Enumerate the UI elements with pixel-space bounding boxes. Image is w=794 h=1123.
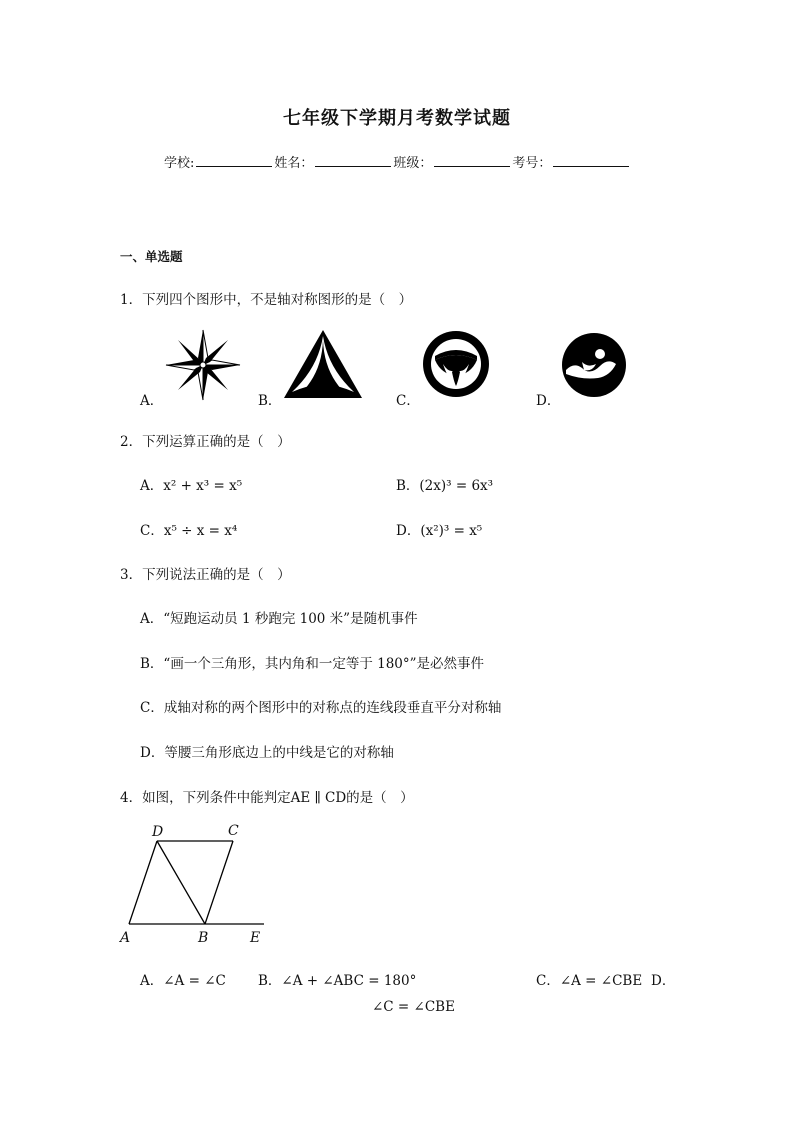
point-label-a: A: [120, 930, 131, 946]
exam-no-label: 考号：: [512, 156, 552, 171]
q2-option-b: B．(2x)³ = 6x³: [396, 478, 494, 494]
q2-option-d: D．(x²)³ = x⁵: [396, 523, 483, 539]
section-heading: 一、单选题: [120, 249, 183, 264]
school-label: 学校:: [164, 156, 195, 171]
q3-option-b: B．“画一个三角形，其内角和一定等于 180°”是必然事件: [140, 656, 485, 672]
point-label-e: E: [250, 930, 261, 946]
q1-option-a-label: A．: [140, 393, 164, 409]
geometry-figure: [116, 818, 276, 952]
q3-option-d: D．等腰三角形底边上的中线是它的对称轴: [140, 745, 394, 761]
circle-wave-logo-icon: [560, 332, 628, 402]
triangle-logo-icon: [282, 328, 364, 404]
question-2-stem: 2．下列运算正确的是（ ）: [120, 434, 291, 450]
point-label-c: C: [228, 823, 239, 839]
q2-option-c: C．x⁵ ÷ x = x⁴: [140, 523, 238, 539]
circle-lotus-logo-icon: [421, 330, 491, 402]
q4-option-d-expression: ∠C = ∠CBE: [372, 999, 455, 1015]
question-4-stem: 4．如图，下列条件中能判定AE ∥ CD的是（ ）: [120, 790, 414, 806]
q4-option-c: C．∠A = ∠CBE: [536, 973, 643, 989]
q3-option-a: A．“短跑运动员 1 秒跑完 100 米”是随机事件: [140, 611, 418, 627]
class-label: 班级：: [393, 156, 433, 171]
point-label-b: B: [198, 930, 209, 946]
q1-option-d-label: D．: [536, 393, 561, 409]
exam-no-blank: [553, 152, 629, 167]
q4-option-d-label: D．: [651, 973, 676, 989]
name-blank: [315, 152, 391, 167]
q4-option-b: B．∠A + ∠ABC = 180°: [258, 973, 417, 989]
compass-star-icon: [164, 328, 242, 406]
point-label-d: D: [152, 824, 164, 840]
q4-option-a: A．∠A = ∠C: [140, 973, 226, 989]
page-title: 七年级下学期月考数学试题: [283, 108, 511, 129]
q3-option-c: C．成轴对称的两个图形中的对称点的连线段垂直平分对称轴: [140, 700, 502, 716]
q1-option-c-label: C．: [396, 393, 420, 409]
question-3-stem: 3．下列说法正确的是（ ）: [120, 567, 291, 583]
question-1-stem: 1．下列四个图形中，不是轴对称图形的是（ ）: [120, 292, 413, 308]
class-blank: [434, 152, 510, 167]
q1-option-b-label: B．: [258, 393, 282, 409]
school-blank: [196, 152, 272, 167]
q2-option-a: A．x² + x³ = x⁵: [140, 478, 243, 494]
student-info-line: [164, 152, 631, 171]
name-label: 姓名：: [274, 156, 314, 171]
